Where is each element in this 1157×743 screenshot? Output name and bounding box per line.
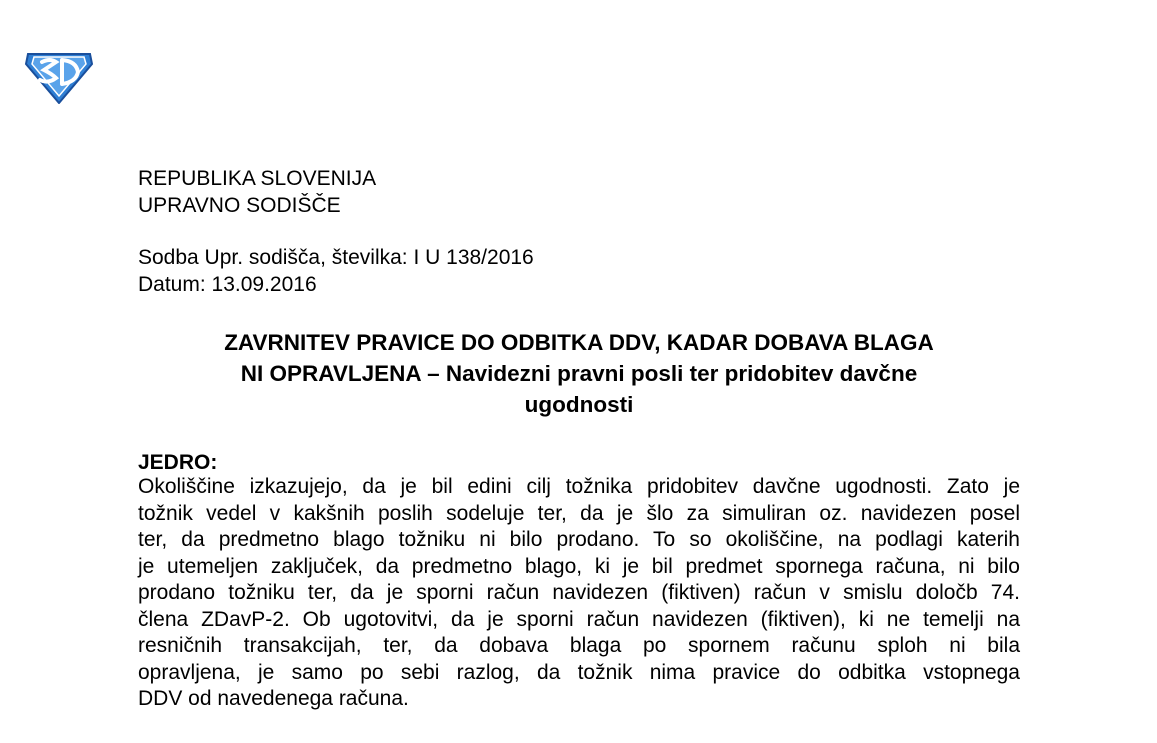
jedro-line: ter, da predmetno blago tožniku ni bilo prodano. To so okoliščine, na podlagi katerih [138,528,1020,551]
jedro-line: opravljena, je samo po sebi razlog, da tožnik nima pravice do odbitka vstopnega [138,660,1020,684]
case-date: Datum: 13.09.2016 [138,273,317,296]
title-line-1: ZAVRNITEV PRAVICE DO ODBITKA DDV, KADAR DOBAVA BLAGA [224,330,934,355]
jedro-line: je utemeljen zaključek, da predmetno blago, ki je bil predmet spornega računa, ni bilo [138,554,1020,578]
case-meta [138,244,534,298]
jedro-line: DDV od navedenega računa. [138,687,409,710]
header-court: UPRAVNO SODIŠČE [138,194,341,217]
title-line-2: NI OPRAVLJENA – Navidezni pravni posli ter pridobitev davčne [240,361,918,386]
jedro-line: tožnik vedel v kakšnih poslih sodeluje ter, da je šlo za simuliran oz. navidezen posel [138,501,1020,525]
jedro-line: Okoliščine izkazujejo, da je bil edini cilj tožnika pridobitev davčne ugodnosti. Zato je [138,475,1020,498]
jedro-line: resničnih transakcijah, ter, da dobava blaga po spornem računu sploh ni bila [138,634,1020,657]
jedro-heading: JEDRO: [138,451,218,474]
jedro-paragraph [138,474,1020,713]
jedro-line: člena ZDavP-2. Ob ugotovitvi, da je sporni račun navidezen (fiktiven), ki ne temelji na [138,607,1020,631]
case-number: Sodba Upr. sodišča, številka: I U 138/2016 [138,246,534,269]
header-republic: REPUBLIKA SLOVENIJA [138,167,377,190]
title-line-3: ugodnosti [524,392,634,417]
jedro-line: prodano tožniku ter, da je sporni račun navidezen (fiktiven) račun v smislu določb 74. [138,581,1020,604]
document-title [138,327,1020,420]
court-header [138,165,376,219]
shield-logo-icon [22,48,96,104]
